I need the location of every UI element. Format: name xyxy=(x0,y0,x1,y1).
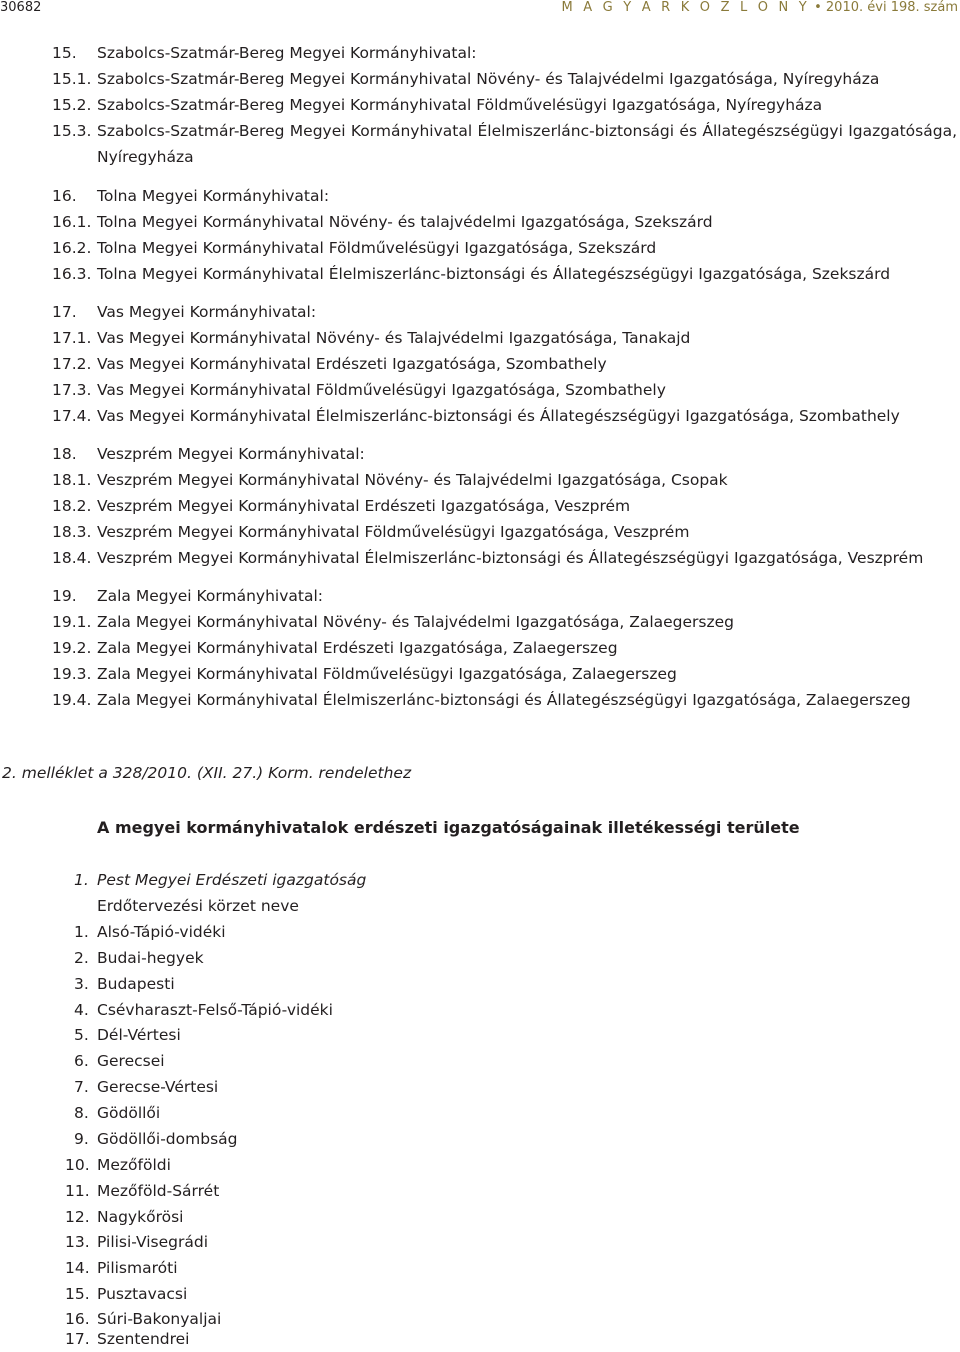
item-number: 19. xyxy=(52,587,77,605)
list-item xyxy=(52,467,957,493)
list-item xyxy=(65,1178,960,1204)
item-number: 15.3. xyxy=(52,122,92,140)
district-name: Budapesti xyxy=(97,975,175,993)
header-bullet: • xyxy=(814,0,822,15)
item-text: Zala Megyei Kormányhivatal: xyxy=(97,587,324,605)
item-number: 19.3. xyxy=(52,665,92,683)
item-number: 11. xyxy=(65,1182,90,1200)
district-name: Budai-hegyek xyxy=(97,949,204,967)
list-item xyxy=(52,687,957,713)
item-number: 16.1. xyxy=(52,213,92,231)
item-number: 15.1. xyxy=(52,70,92,88)
item-text: Tolna Megyei Kormányhivatal: xyxy=(97,187,330,205)
list-item xyxy=(52,92,957,118)
item-number: 16. xyxy=(52,187,77,205)
item-number: 16.2. xyxy=(52,239,92,257)
item-number: 15. xyxy=(65,1285,90,1303)
item-text: Veszprém Megyei Kormányhivatal: xyxy=(97,445,365,463)
district-name: Dél-Vértesi xyxy=(97,1026,181,1044)
item-number: 1. xyxy=(74,923,89,941)
list-item xyxy=(65,1204,960,1230)
item-number: 17.4. xyxy=(52,407,92,425)
district-name: Gödöllői xyxy=(97,1104,161,1122)
district-name: Nagykőrösi xyxy=(97,1208,184,1226)
list-item xyxy=(52,661,957,687)
item-text: Zala Megyei Kormányhivatal Növény- és Talajvédelmi Igazgatósága, Zalaegerszeg xyxy=(97,613,735,631)
item-text: Nyíregyháza xyxy=(97,148,194,166)
item-number: 18.4. xyxy=(52,549,92,567)
item-number: 16. xyxy=(65,1310,90,1328)
item-text: Zala Megyei Kormányhivatal Erdészeti Igazgatósága, Zalaegerszeg xyxy=(97,639,618,657)
list-item xyxy=(74,1126,960,1152)
list-item xyxy=(65,1255,960,1281)
item-number: 15.2. xyxy=(52,96,92,114)
journal-header xyxy=(562,0,959,15)
subsection-heading xyxy=(74,867,960,893)
list-item xyxy=(52,519,957,545)
item-number: 6. xyxy=(74,1052,89,1070)
district-name: Pilismaróti xyxy=(97,1259,178,1277)
list-item xyxy=(52,377,957,403)
list-item xyxy=(52,325,957,351)
list-item xyxy=(74,997,960,1023)
list-item xyxy=(65,1326,960,1352)
list-item-continuation xyxy=(52,144,957,170)
item-text: Szabolcs-Szatmár-Bereg Megyei Kormányhivatal Növény- és Talajvédelmi Igazgatósága, Nyíregyháza xyxy=(97,70,880,88)
list-item xyxy=(52,299,957,325)
list-item xyxy=(52,545,957,571)
list-item xyxy=(74,971,960,997)
item-number: 14. xyxy=(65,1259,90,1277)
district-name: Pilisi-Visegrádi xyxy=(97,1233,209,1251)
item-number: 17.3. xyxy=(52,381,92,399)
section-title: A megyei kormányhivatalok erdészeti igazgatóságainak illetékességi területe xyxy=(97,818,800,837)
list-item xyxy=(65,1229,960,1255)
district-name: Gerecsei xyxy=(97,1052,165,1070)
issue-label: 2010. évi 198. szám xyxy=(825,0,958,15)
list-item xyxy=(52,351,957,377)
column-header xyxy=(74,893,960,919)
list-item xyxy=(52,583,957,609)
item-number: 18.1. xyxy=(52,471,92,489)
list-item xyxy=(52,609,957,635)
item-number: 3. xyxy=(74,975,89,993)
column-header-text: Erdőtervezési körzet neve xyxy=(97,897,299,915)
subsection-number: 1. xyxy=(74,871,89,889)
item-text: Vas Megyei Kormányhivatal Földművelésügyi Igazgatósága, Szombathely xyxy=(97,381,666,399)
item-text: Veszprém Megyei Kormányhivatal Erdészeti Igazgatósága, Veszprém xyxy=(97,497,631,515)
list-item xyxy=(65,1281,960,1307)
list-item xyxy=(74,1048,960,1074)
district-name: Gerecse-Vértesi xyxy=(97,1078,219,1096)
item-text: Tolna Megyei Kormányhivatal Élelmiszerlánc-biztonsági és Állategészségügyi Igazgatósága, Szekszárd xyxy=(97,265,891,283)
list-item xyxy=(52,403,957,429)
district-name: Pusztavacsi xyxy=(97,1285,188,1303)
item-number: 13. xyxy=(65,1233,90,1251)
item-text: Vas Megyei Kormányhivatal Növény- és Talajvédelmi Igazgatósága, Tanakajd xyxy=(97,329,691,347)
item-number: 16.3. xyxy=(52,265,92,283)
list-item xyxy=(74,1100,960,1126)
district-name: Mezőföldi xyxy=(97,1156,171,1174)
list-item xyxy=(65,1152,960,1178)
list-item xyxy=(52,493,957,519)
district-name: Csévharaszt-Felső-Tápió-vidéki xyxy=(97,1001,333,1019)
item-text: Vas Megyei Kormányhivatal Élelmiszerlánc-biztonsági és Állategészségügyi Igazgatósága, Szombathely xyxy=(97,407,900,425)
district-name: Mezőföld-Sárrét xyxy=(97,1182,220,1200)
list-item xyxy=(74,1074,960,1100)
item-number: 19.4. xyxy=(52,691,92,709)
item-number: 10. xyxy=(65,1156,90,1174)
item-text: Veszprém Megyei Kormányhivatal Földművelésügyi Igazgatósága, Veszprém xyxy=(97,523,690,541)
item-text: Tolna Megyei Kormányhivatal Földművelésügyi Igazgatósága, Szekszárd xyxy=(97,239,657,257)
item-number: 17. xyxy=(52,303,77,321)
subsection-text: Pest Megyei Erdészeti igazgatóság xyxy=(97,871,367,889)
item-number: 18.2. xyxy=(52,497,92,515)
district-name: Gödöllői-dombság xyxy=(97,1130,238,1148)
district-name: Súri-Bakonyaljai xyxy=(97,1310,222,1328)
item-text: Szabolcs-Szatmár-Bereg Megyei Kormányhivatal Földművelésügyi Igazgatósága, Nyíregyháza xyxy=(97,96,823,114)
item-number: 19.2. xyxy=(52,639,92,657)
page-header xyxy=(0,0,960,16)
item-text: Zala Megyei Kormányhivatal Élelmiszerlánc-biztonsági és Állategészségügyi Igazgatósága, Zalaegerszeg xyxy=(97,691,911,709)
item-number: 2. xyxy=(74,949,89,967)
item-text: Veszprém Megyei Kormányhivatal Növény- és Talajvédelmi Igazgatósága, Csopak xyxy=(97,471,728,489)
district-name: Szentendrei xyxy=(97,1330,190,1348)
item-number: 19.1. xyxy=(52,613,92,631)
list-item xyxy=(52,66,957,92)
item-number: 15. xyxy=(52,44,77,62)
page-number: 30682 xyxy=(0,0,42,15)
list-item xyxy=(52,40,957,66)
item-number: 18. xyxy=(52,445,77,463)
list-item xyxy=(74,1022,960,1048)
item-text: Veszprém Megyei Kormányhivatal Élelmiszerlánc-biztonsági és Állategészségügyi Igazgatósága, Veszprém xyxy=(97,549,924,567)
list-item xyxy=(52,635,957,661)
list-item xyxy=(52,235,957,261)
item-number: 4. xyxy=(74,1001,89,1019)
item-number: 18.3. xyxy=(52,523,92,541)
district-name: Alsó-Tápió-vidéki xyxy=(97,923,226,941)
journal-name: M A G Y A R K Ö Z L Ö N Y xyxy=(561,0,810,15)
item-text: Tolna Megyei Kormányhivatal Növény- és talajvédelmi Igazgatósága, Szekszárd xyxy=(97,213,713,231)
item-number: 5. xyxy=(74,1026,89,1044)
item-number: 9. xyxy=(74,1130,89,1148)
list-item xyxy=(52,183,957,209)
item-text: Vas Megyei Kormányhivatal Erdészeti Igazgatósága, Szombathely xyxy=(97,355,607,373)
item-text: Szabolcs-Szatmár-Bereg Megyei Kormányhivatal Élelmiszerlánc-biztonsági és Állategészségügyi Igazgatósága, xyxy=(97,122,957,140)
item-number: 17.1. xyxy=(52,329,92,347)
annex-label: 2. melléklet a 328/2010. (XII. 27.) Korm. rendelethez xyxy=(2,764,412,782)
list-item xyxy=(52,441,957,467)
list-item xyxy=(52,209,957,235)
item-number: 7. xyxy=(74,1078,89,1096)
item-number: 17. xyxy=(65,1330,90,1348)
item-text: Szabolcs-Szatmár-Bereg Megyei Kormányhivatal: xyxy=(97,44,477,62)
list-item xyxy=(52,261,957,287)
item-text: Zala Megyei Kormányhivatal Földművelésügyi Igazgatósága, Zalaegerszeg xyxy=(97,665,677,683)
item-number: 8. xyxy=(74,1104,89,1122)
list-item xyxy=(74,945,960,971)
item-text: Vas Megyei Kormányhivatal: xyxy=(97,303,317,321)
item-number: 12. xyxy=(65,1208,90,1226)
list-item xyxy=(52,118,957,144)
item-number: 17.2. xyxy=(52,355,92,373)
list-item xyxy=(74,919,960,945)
